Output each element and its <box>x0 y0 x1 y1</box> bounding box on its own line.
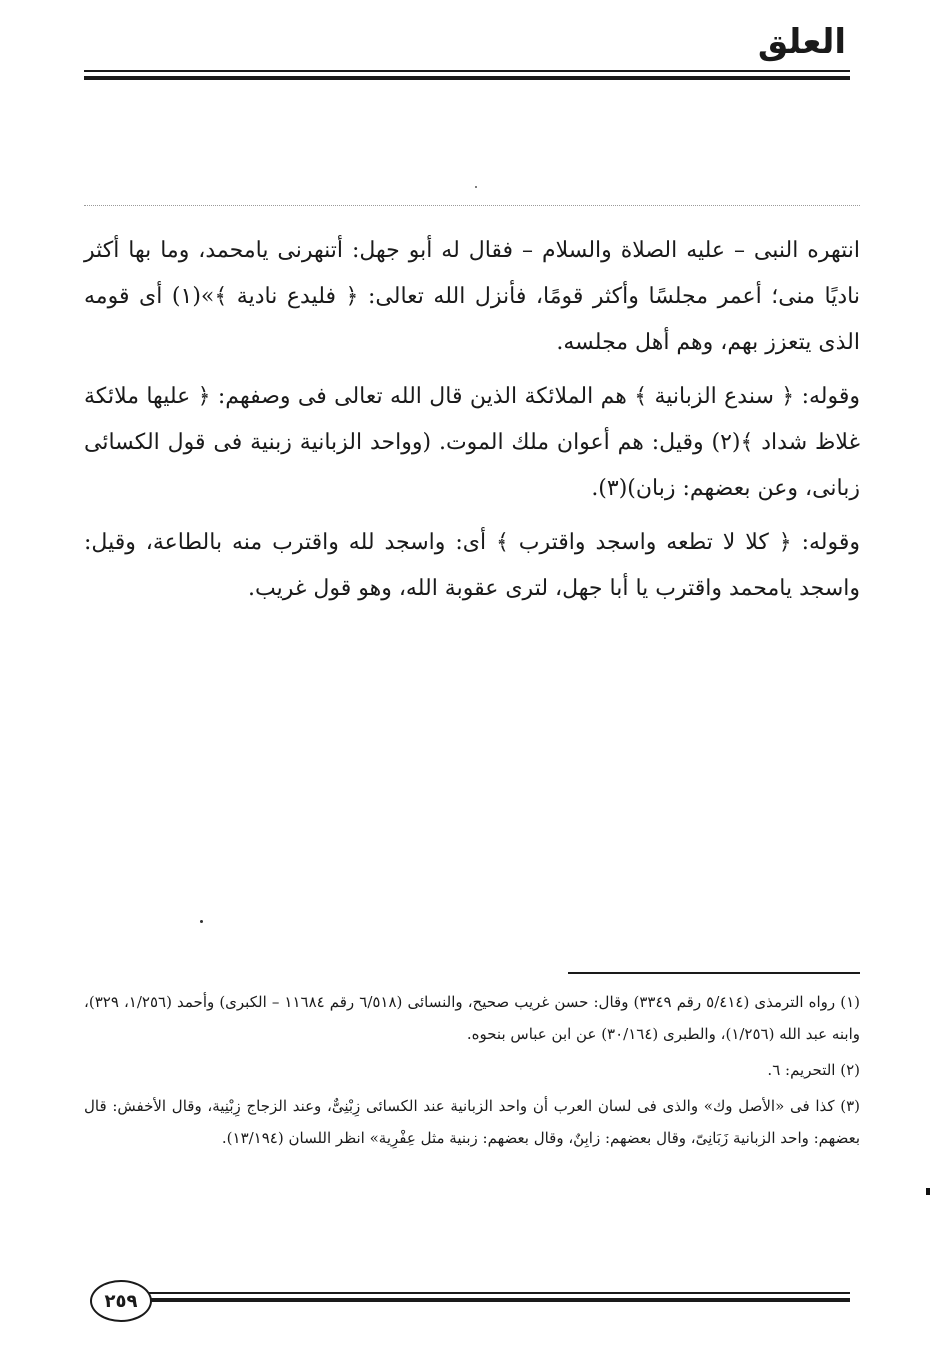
paragraph-3: وقوله: ﴿ كلا لا تطعه واسجد واقترب ﴾ أى: واسجد لله واقترب منه بالطاعة، وقيل: واسجد يامحمد واقترب يا أبا جهل، لترى عقوبة الله، وهو قول غريب. <box>84 530 860 601</box>
scan-speck <box>926 1188 930 1195</box>
header-rule <box>84 70 850 72</box>
running-title: العلق <box>757 22 846 62</box>
paragraph-2: وقوله: ﴿ سندع الزبانية ﴾ هم الملائكة الذين قال الله تعالى فى وصفهم: ﴿ عليها ملائكة غلاظ شداد ﴾(٢) وقيل: هم أعوان ملك الموت. (وواحد الزبانية زبنية فى قول الكسائى زبانى، وعن بعضهم: زبان)(٣). <box>84 384 860 501</box>
footer-rule <box>140 1292 850 1294</box>
page-number: ٢٥٩ <box>90 1280 152 1322</box>
footnote-separator <box>568 972 860 974</box>
section-divider <box>84 205 860 206</box>
footer-rule-thick <box>140 1298 850 1302</box>
header-rule-thick <box>84 76 850 80</box>
footnote-1: (١) رواه الترمذى (٥/٤١٤ رقم ٣٣٤٩) وقال: حسن غريب صحيح، والنسائى (٦/٥١٨ رقم ١١٦٨٤ – الكبرى) وأحمد (١/٢٥٦، ٣٢٩)، وابنه عبد الله (١/٢٥٦)، والطبرى (٣٠/١٦٤) عن ابن عباس بنحوه. <box>84 993 861 1043</box>
scan-speck <box>200 920 203 923</box>
footnote-3: (٣) كذا فى «الأصل وك» والذى فى لسان العرب أن واحد الزبانية عند الكسائى زِبْنِىٌّ، وعند الزجاج زِبْنِية، وقال الأخفش: قال بعضهم: واحد الزبانية زَبَانِىّ، وقال بعضهم: زابِنٌ، وقال بعضهم: زبنية مثل عِفْرِية» انظر اللسان (١٣/١٩٤). <box>84 1097 860 1147</box>
paragraph-1: انتهره النبى – عليه الصلاة والسلام – فقال له أبو جهل: أتنهرنى يامحمد، وما بها أكثر ناديًا منى؛ أعمر مجلسًا وأكثر قومًا، فأنزل الله تعالى: ﴿ فليدع نادية ﴾»(١) أى قومه الذى يتعزز بهم، وهم أهل مجلسه. <box>84 238 860 355</box>
footnote-2: (٢) التحريم: ٦. <box>767 1061 860 1079</box>
footnotes <box>84 986 860 1158</box>
scan-speck <box>475 186 477 188</box>
main-text <box>84 228 860 620</box>
